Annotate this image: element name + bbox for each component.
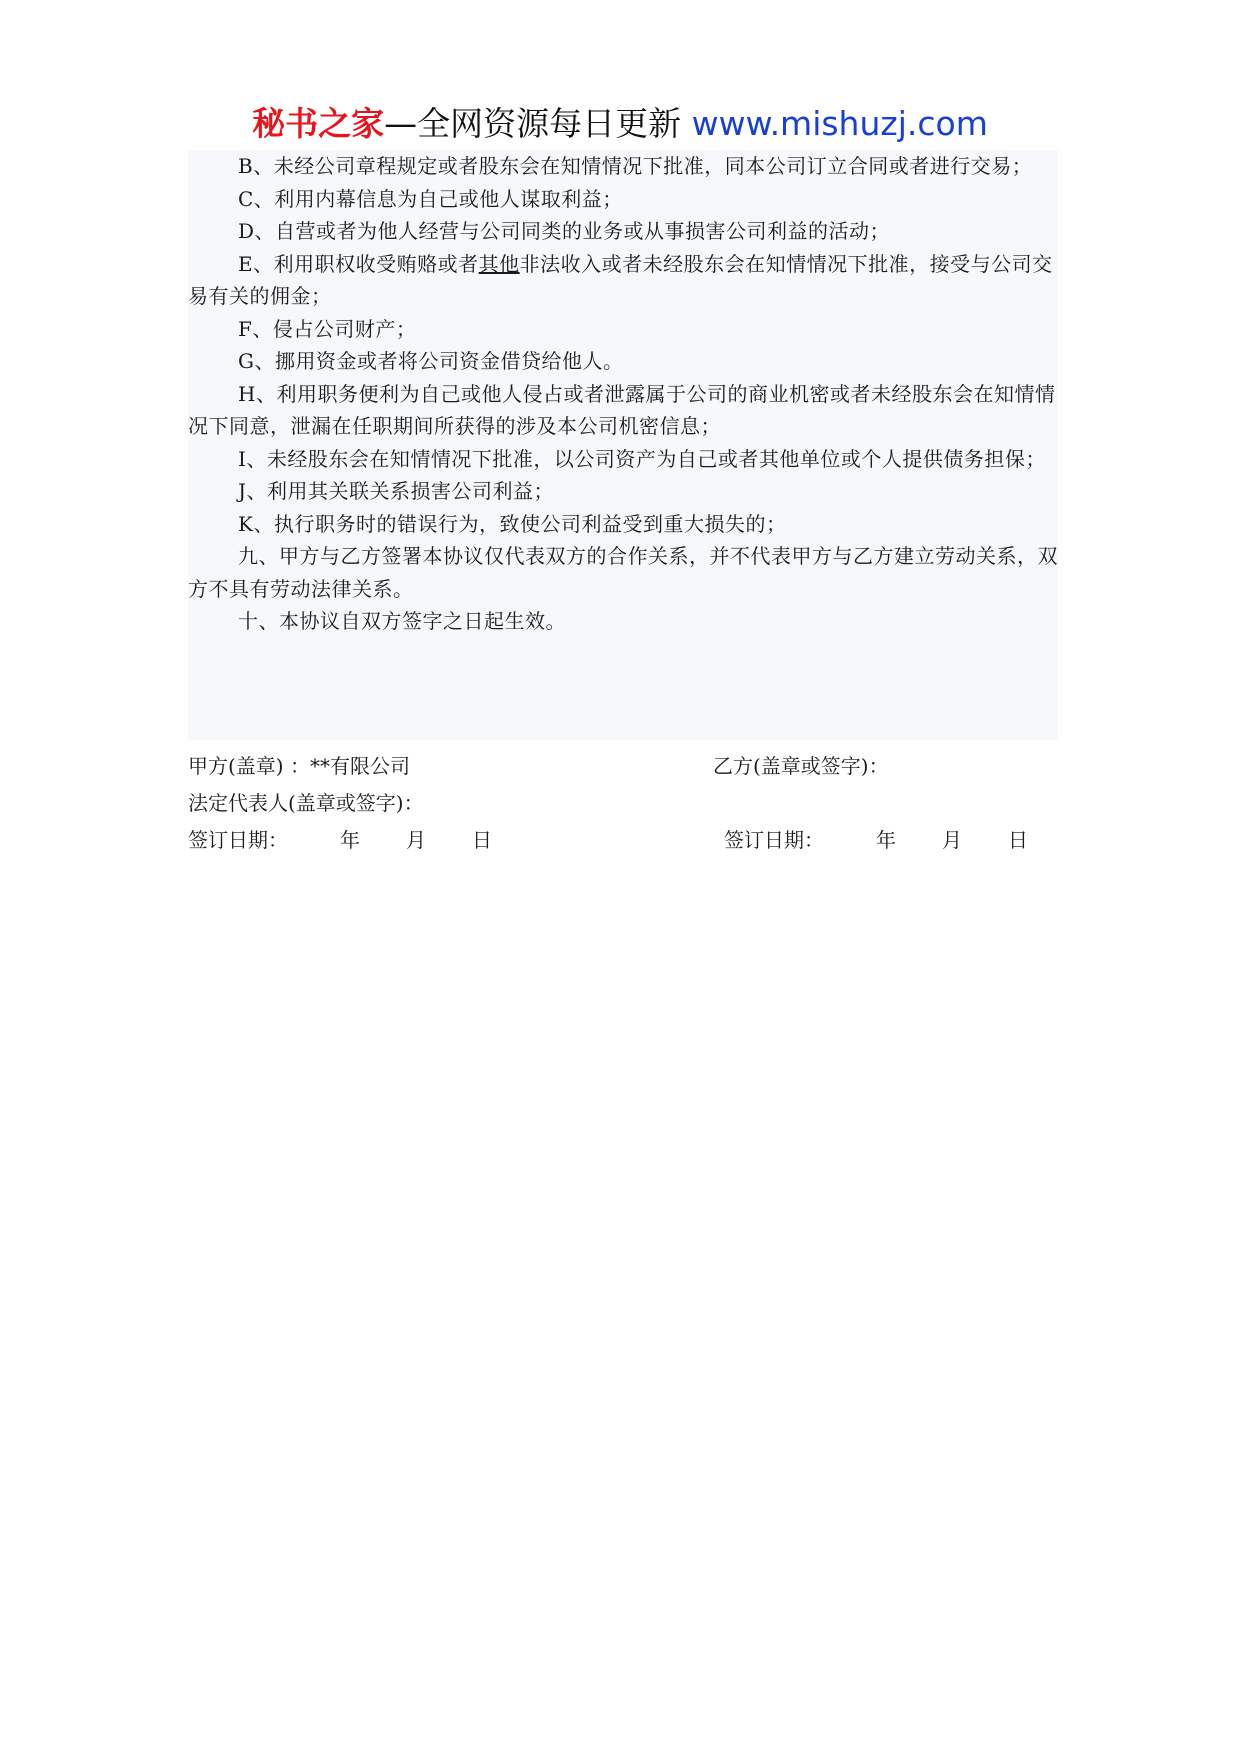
date-label-b: 签订日期： [724, 828, 824, 852]
party-b-label: 乙方(盖章或签字)： [713, 754, 889, 778]
clause-e-text-2: 非法收入或者未经股东会在知情情况下批准，接受与公司交易有关的佣金； [188, 251, 1053, 308]
clause-c: C、利用内幕信息为自己或他人谋取利益； [238, 186, 623, 211]
day-a: 日 [472, 828, 492, 852]
clause-d: D、自营或者为他人经营与公司同类的业务或从事损害公司利益的活动； [238, 219, 891, 243]
agreement-clauses [188, 150, 1058, 740]
clause-i: I、未经股东会在知情情况下批准，以公司资产为自己或者其他单位或个人提供债务担保； [238, 446, 1046, 471]
party-a-date-row [188, 822, 492, 858]
clause-b: B、未经公司章程规定或者股东会在知情情况下批准，同本公司订立合同或者进行交易； [238, 154, 1033, 178]
clause-k: K、执行职务时的错误行为，致使公司利益受到重大损失的； [238, 511, 787, 536]
party-b-date-row [724, 822, 1028, 858]
party-a-label: 甲方(盖章) ：**有限公司 [188, 754, 410, 778]
banner-tagline: —全网资源每日更新 [384, 104, 692, 143]
legal-representative-label: 法定代表人(盖章或签字)： [188, 791, 424, 815]
clause-e-underlined: 其他 [478, 251, 520, 276]
clause-h: H、利用职务便利为自己或他人侵占或者泄露属于公司的商业机密或者未经股东会在知情情况下同意，泄漏在任职期间所获得的涉及本公司机密信息； [188, 381, 1056, 438]
clause-j: J、利用其关联关系损害公司利益； [238, 479, 555, 503]
month-a: 月 [406, 828, 426, 852]
clause-ten: 十、本协议自双方签字之日起生效。 [238, 609, 566, 633]
site-banner [0, 98, 1240, 150]
month-b: 月 [942, 828, 962, 852]
clause-nine: 九、甲方与乙方签署本协议仅代表双方的合作关系，并不代表甲方与乙方建立劳动关系，双方不具有劳动法律关系。 [188, 544, 1058, 601]
clause-g: G、挪用资金或者将公司资金借贷给他人。 [238, 349, 624, 373]
clause-e [188, 248, 1058, 313]
year-b: 年 [876, 828, 896, 852]
clause-e-text-1: E、利用职权收受贿赂或者 [238, 251, 479, 276]
brand-name: 秘书之家 [252, 104, 385, 143]
date-label-a: 签订日期： [188, 828, 288, 852]
clause-f: F、侵占公司财产； [238, 316, 417, 341]
year-a: 年 [340, 828, 360, 852]
day-b: 日 [1008, 828, 1028, 852]
site-url-link[interactable]: www.mishuzj.com [691, 104, 988, 143]
